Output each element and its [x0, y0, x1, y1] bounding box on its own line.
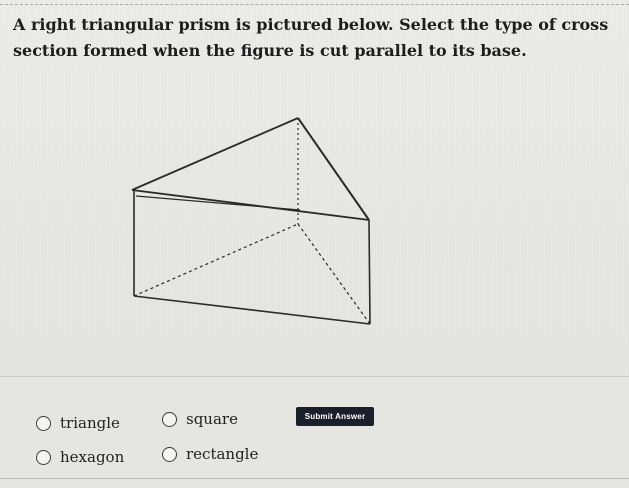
prism-figure: [120, 110, 380, 332]
prism-edge-top-right: [298, 118, 369, 220]
prism-hidden-bottom-right: [298, 224, 370, 324]
choice-label-triangle: triangle: [60, 414, 120, 432]
prism-edge-top-inner: [136, 196, 300, 210]
radio-square[interactable]: [162, 412, 177, 427]
choice-hexagon[interactable]: [36, 448, 124, 466]
radio-triangle[interactable]: [36, 416, 51, 431]
submit-answer-button[interactable]: Submit Answer: [296, 407, 374, 426]
prism-edge-right-vertical: [369, 220, 370, 324]
choice-triangle[interactable]: [36, 414, 120, 432]
bottom-divider: [0, 478, 629, 479]
question-text: A right triangular prism is pictured below. Select the type of cross section formed when the figure is cut parallel to its base.: [13, 15, 609, 60]
choice-label-square: square: [186, 410, 238, 428]
choice-rectangle[interactable]: [162, 445, 258, 463]
answer-panel: [0, 376, 629, 488]
radio-rectangle[interactable]: [162, 447, 177, 462]
prism-edge-top-back: [132, 190, 369, 220]
choice-square[interactable]: [162, 410, 238, 428]
top-divider: [0, 4, 629, 5]
prism-edge-bottom-front: [134, 296, 370, 324]
radio-hexagon[interactable]: [36, 450, 51, 465]
choice-label-hexagon: hexagon: [60, 448, 125, 466]
prism-edge-top-front: [132, 118, 298, 190]
choice-label-rectangle: rectangle: [186, 445, 259, 463]
prism-hidden-bottom-left: [134, 224, 298, 296]
